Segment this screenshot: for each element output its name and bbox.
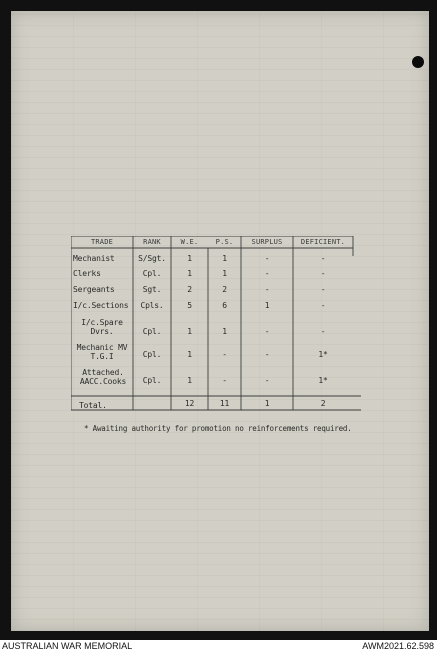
ps-cell: 6: [222, 301, 227, 310]
rank-cell: Cpl.: [142, 376, 162, 385]
ps-cell: 1: [222, 327, 227, 336]
trade-cell: Sergeants: [73, 285, 115, 294]
ps-cell: -: [222, 350, 227, 359]
deficient-cell: -: [320, 301, 326, 310]
trade-cell: I/c.Spare Dvrs.: [81, 318, 123, 336]
trade-cell: Mechanic MV T.G.I: [76, 343, 128, 361]
header-trade: TRADE: [90, 238, 114, 246]
surplus-cell: 1: [264, 301, 270, 310]
header-surplus: SURPLUS: [251, 238, 283, 246]
surplus-cell: -: [264, 376, 270, 385]
header-rank: RANK: [143, 238, 161, 246]
total-surplus: 1: [264, 399, 270, 408]
header-we: W.E.: [180, 238, 199, 246]
trade-cell: Attached. AACC.Cooks: [79, 368, 127, 386]
personnel-table: [71, 236, 361, 412]
punch-hole: [412, 56, 424, 68]
surplus-cell: -: [264, 350, 270, 359]
we-cell: 1: [187, 254, 192, 263]
footnote: * Awaiting authority for promotion no reinforcements required.: [84, 424, 352, 433]
ps-cell: 2: [222, 285, 227, 294]
we-cell: 1: [187, 269, 192, 278]
deficient-cell: 1*: [318, 350, 328, 359]
rank-cell: Cpls.: [140, 301, 164, 310]
surplus-cell: -: [264, 269, 270, 278]
surplus-cell: -: [264, 285, 270, 294]
deficient-cell: -: [320, 269, 326, 278]
rank-cell: Cpl.: [142, 327, 162, 336]
rank-cell: S/Sgt.: [138, 254, 166, 263]
we-cell: 1: [187, 327, 192, 336]
header-ps: P.S.: [215, 238, 234, 246]
trade-cell: Mechanist: [73, 254, 115, 263]
we-cell: 1: [187, 350, 192, 359]
total-ps: 11: [219, 399, 230, 408]
trade-cell: I/c.Sections: [73, 301, 129, 310]
ps-cell: 1: [222, 269, 227, 278]
deficient-cell: -: [320, 285, 326, 294]
rank-cell: Sgt.: [142, 285, 162, 294]
deficient-cell: 1*: [318, 376, 328, 385]
total-we: 12: [184, 399, 195, 408]
rank-cell: Cpl.: [142, 269, 162, 278]
we-cell: 1: [187, 376, 192, 385]
ps-cell: -: [222, 376, 227, 385]
we-cell: 2: [187, 285, 192, 294]
deficient-cell: -: [320, 254, 326, 263]
total-deficient: 2: [320, 399, 326, 408]
institution-credit: AUSTRALIAN WAR MEMORIAL: [2, 641, 133, 651]
accession-number: AWM2021.62.598: [362, 641, 434, 651]
we-cell: 5: [187, 301, 192, 310]
surplus-cell: -: [264, 254, 270, 263]
ps-cell: 1: [222, 254, 227, 263]
surplus-cell: -: [264, 327, 270, 336]
footer-bar: [0, 641, 437, 653]
trade-cell: Clerks: [73, 269, 101, 278]
rank-cell: Cpl.: [142, 350, 162, 359]
header-deficient: DEFICIENT.: [300, 238, 346, 246]
total-label: Total.: [79, 401, 107, 410]
deficient-cell: -: [320, 327, 326, 336]
